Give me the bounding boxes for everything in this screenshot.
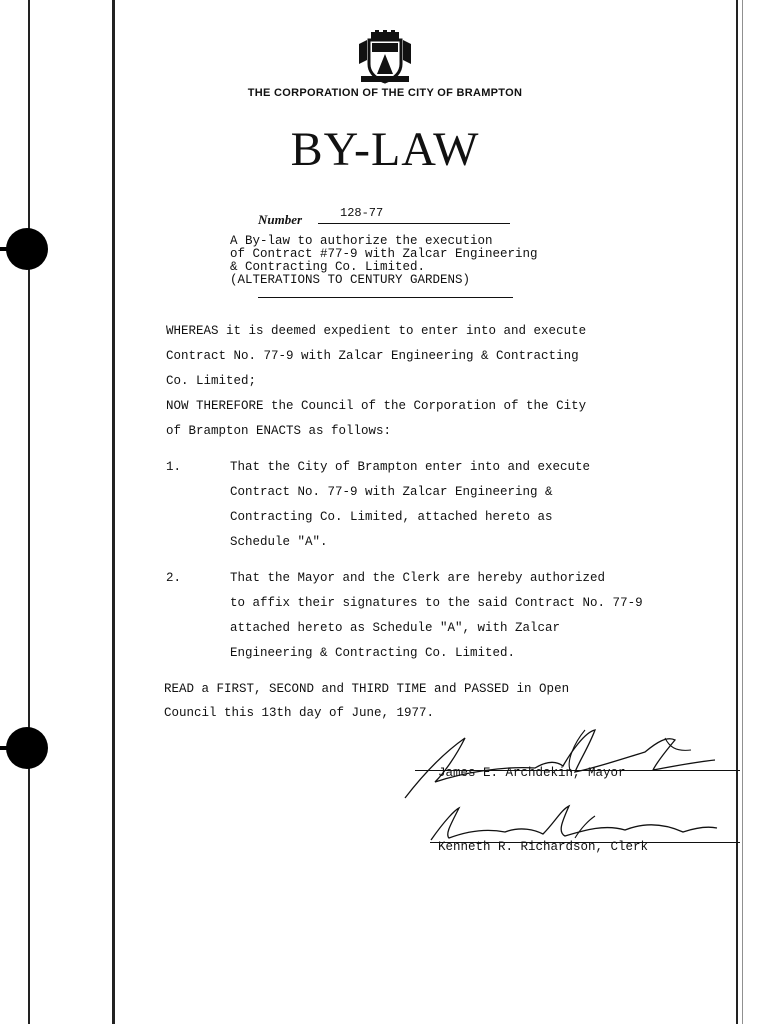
bylaw-number: 128-77 bbox=[340, 206, 384, 220]
summary-line: of Contract #77-9 with Zalcar Engineering bbox=[230, 247, 538, 261]
city-crest-icon bbox=[355, 30, 415, 86]
clause-line: Engineering & Contracting Co. Limited. bbox=[230, 646, 516, 660]
punch-hole-top bbox=[6, 228, 48, 270]
enactment-line: READ a FIRST, SECOND and THIRD TIME and PASSED in Open bbox=[164, 682, 570, 696]
number-label: Number bbox=[258, 212, 303, 227]
clause-line: attached hereto as Schedule "A", with Zalcar bbox=[230, 621, 561, 635]
document-title: BY-LAW bbox=[290, 123, 480, 176]
clause-number: 1. bbox=[166, 460, 182, 474]
mayor-name: James E. Archdekin, Mayor bbox=[438, 766, 626, 780]
clause-line: Contracting Co. Limited, attached hereto as bbox=[230, 510, 553, 524]
clerk-name: Kenneth R. Richardson, Clerk bbox=[438, 840, 649, 854]
preamble-line: Co. Limited; bbox=[166, 374, 257, 388]
punch-hole-bottom bbox=[6, 727, 48, 769]
clause-line: to affix their signatures to the said Contract No. 77-9 bbox=[230, 596, 643, 610]
enactment-line: Council this 13th day of June, 1977. bbox=[164, 706, 435, 720]
preamble-line: of Brampton ENACTS as follows: bbox=[166, 424, 392, 438]
clause-number: 2. bbox=[166, 571, 182, 585]
preamble-line: Contract No. 77-9 with Zalcar Engineering & Contracting bbox=[166, 349, 579, 363]
organization-name: THE CORPORATION OF THE CITY OF BRAMPTON bbox=[247, 87, 523, 99]
mayor-signature bbox=[395, 722, 725, 802]
clause-line: Schedule "A". bbox=[230, 535, 328, 549]
summary-line: (ALTERATIONS TO CENTURY GARDENS) bbox=[230, 273, 471, 287]
summary-line: & Contracting Co. Limited. bbox=[230, 260, 426, 274]
summary-line: A By-law to authorize the execution bbox=[230, 234, 493, 248]
preamble-line: NOW THEREFORE the Council of the Corporation of the City bbox=[166, 399, 587, 413]
number-underline bbox=[318, 223, 510, 224]
clause-line: That the City of Brampton enter into and execute bbox=[230, 460, 591, 474]
clause-line: Contract No. 77-9 with Zalcar Engineering & bbox=[230, 485, 553, 499]
summary-underline bbox=[258, 297, 513, 298]
bylaw-summary bbox=[230, 235, 538, 287]
clause-line: That the Mayor and the Clerk are hereby authorized bbox=[230, 571, 606, 585]
preamble-line: WHEREAS it is deemed expedient to enter into and execute bbox=[166, 324, 587, 338]
